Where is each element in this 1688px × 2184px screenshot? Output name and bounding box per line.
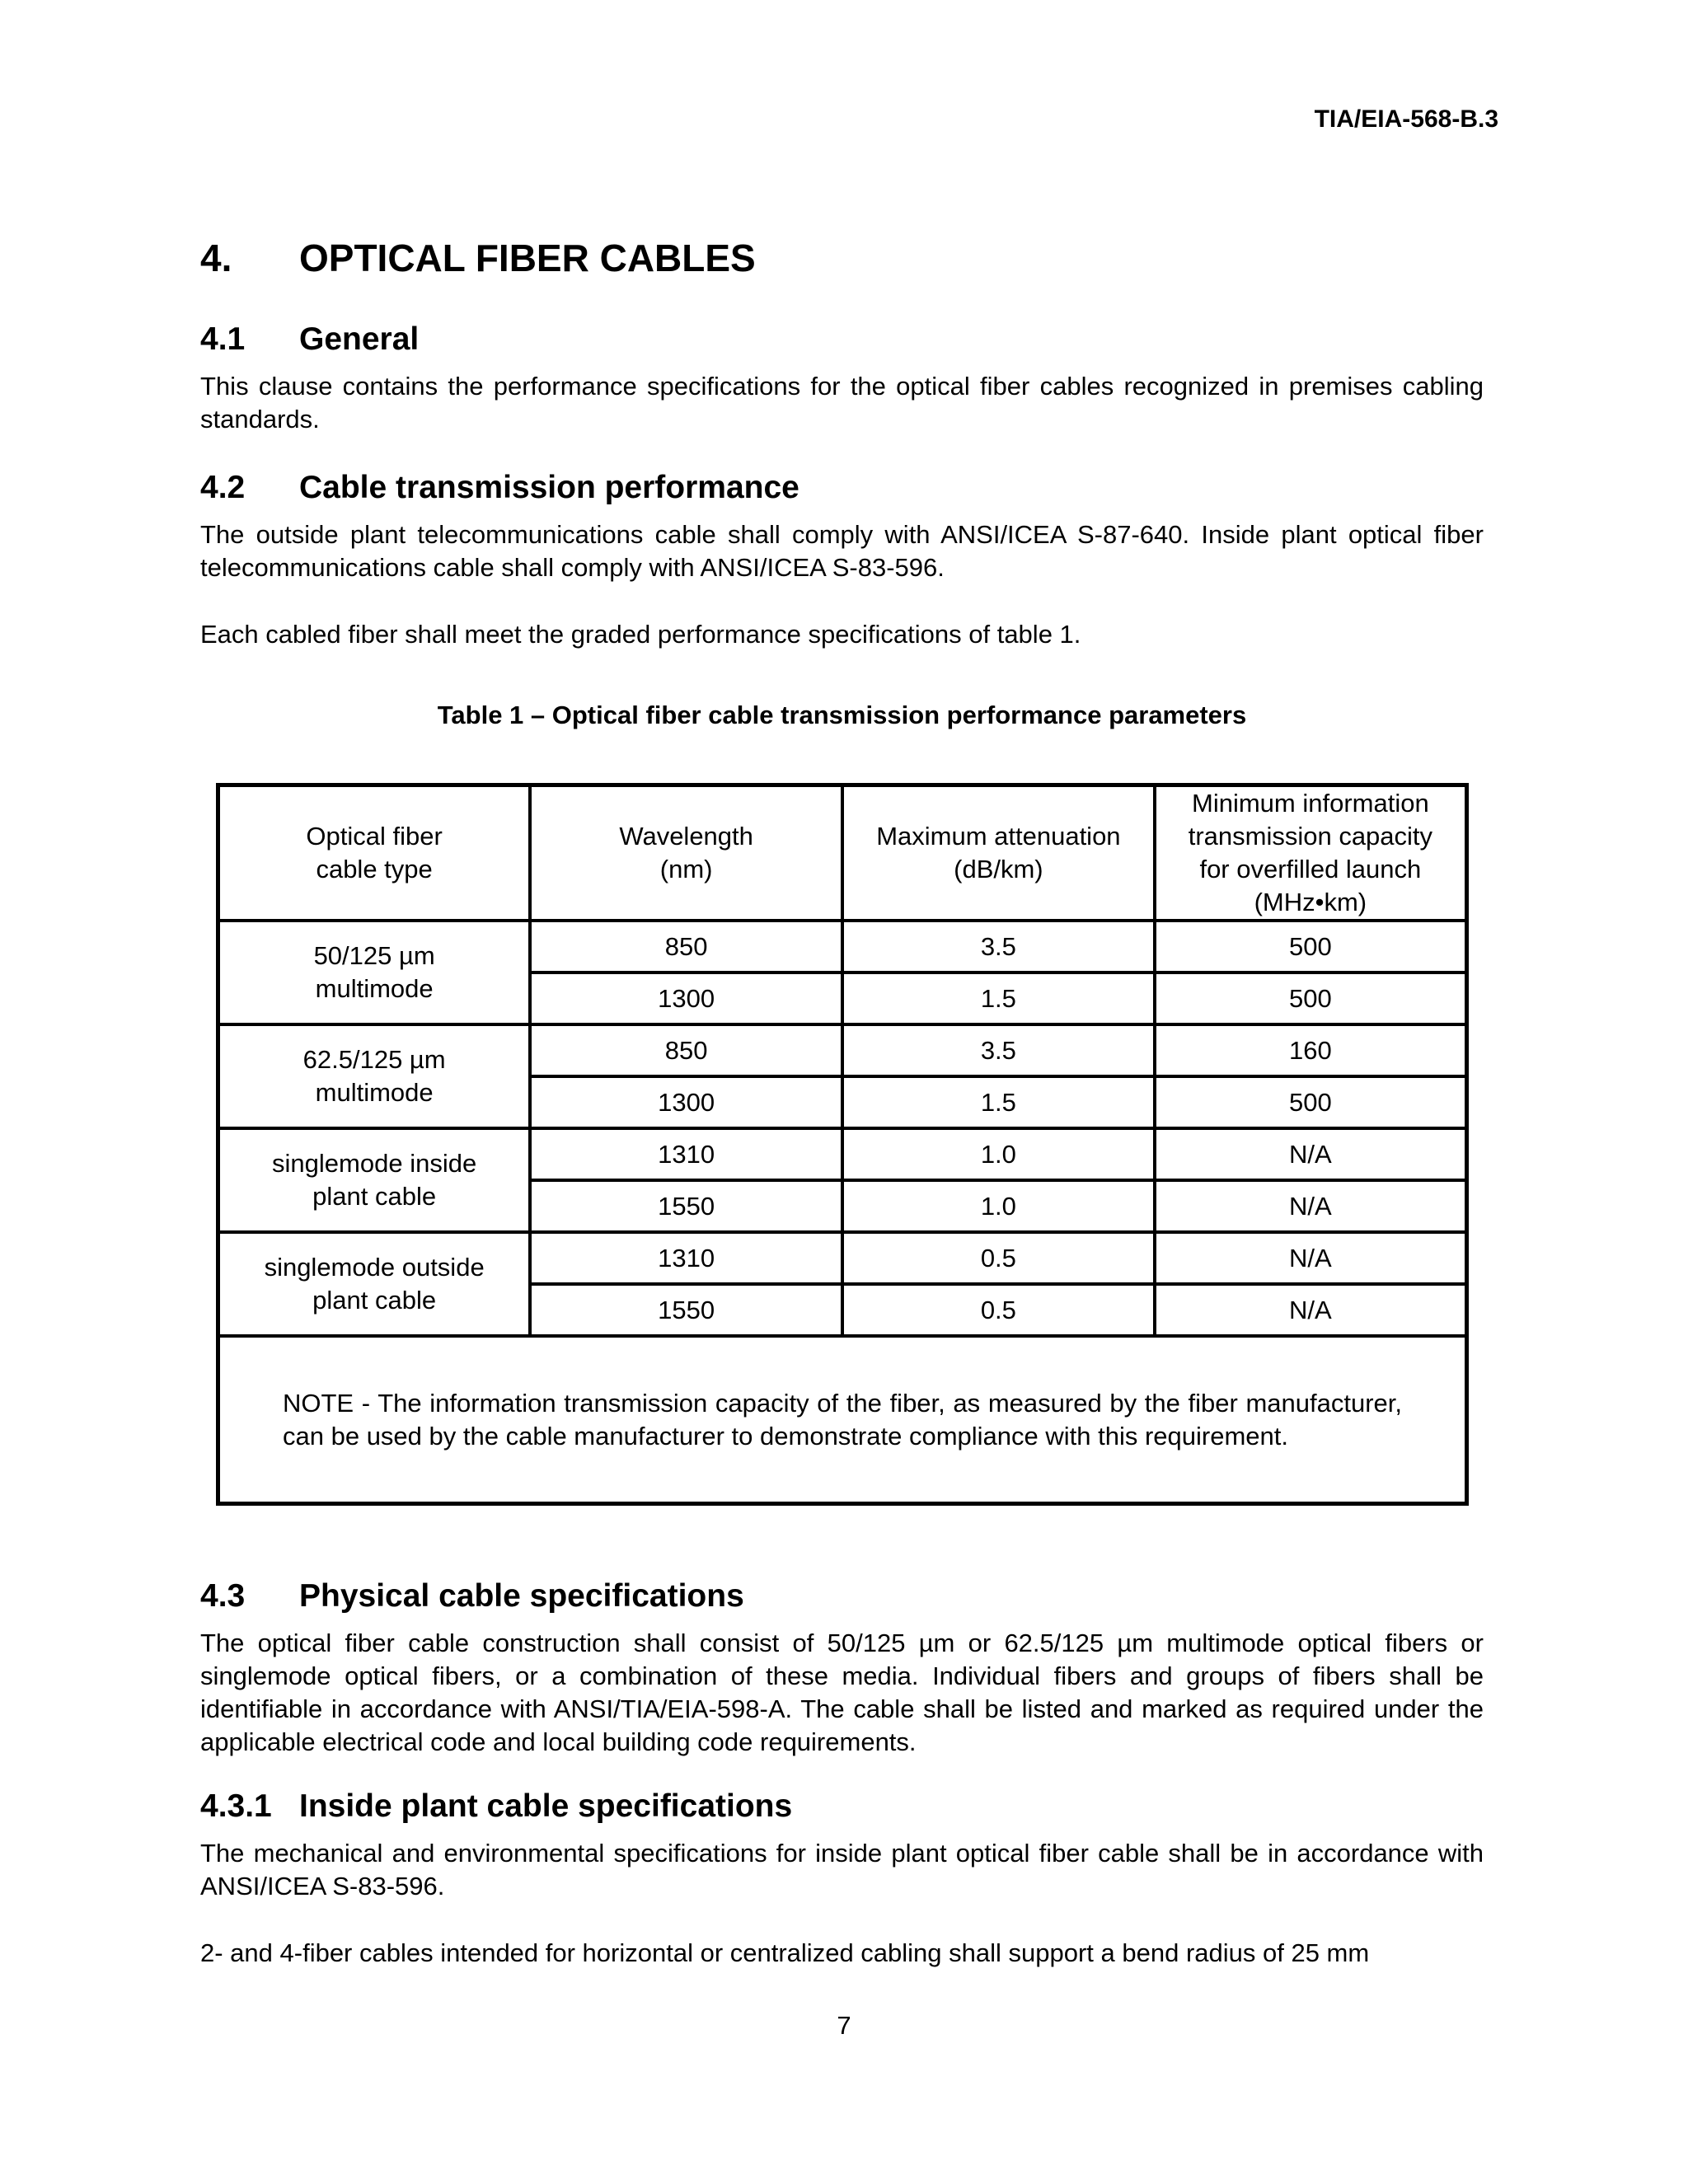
attenuation-cell: 1.0 [842,1180,1155,1232]
attenuation-cell: 1.0 [842,1128,1155,1180]
section-4-3-1-heading [200,1788,792,1825]
table-row [218,1024,1467,1076]
section-4-2-number: 4.2 [200,470,246,505]
section-4-3-title: Physical cable specifications [299,1578,744,1614]
section-4-heading [200,236,756,280]
section-4-3-1-body-2: 2- and 4-fiber cables intended for horizontal or centralized cabling shall support a bend radius of 25 mm [200,1938,1370,1967]
table-note: NOTE - The information transmission capacity of the fiber, as measured by the fiber manufacturer, can be used by the cable manufacturer to demonstrate compliance with this requirement. [218,1336,1467,1504]
cable-type-cell: 50/125 µm multimode [218,921,531,1024]
attenuation-cell: 0.5 [842,1284,1155,1336]
attenuation-cell: 1.5 [842,1076,1155,1128]
section-4-2-body-2: Each cabled fiber shall meet the graded performance specifications of table 1. [200,620,1081,649]
table-note-row [218,1336,1467,1504]
wavelength-cell: 1310 [530,1232,842,1284]
section-4-3-body: The optical fiber cable construction shall consist of 50/125 µm or 62.5/125 µm multimode optical fibers or singlemode optical fibers, or a combination of these media. Individual fibers and groups of fibers shall be identifiable in accordance with ANSI/TIA/EIA-598-A. The cable shall be listed and marked as required under the applicable electrical code and local building code requirements. [200,1629,1484,1756]
page-number: 7 [837,2011,851,2040]
capacity-cell: N/A [1155,1284,1467,1336]
section-4-1-heading [200,321,419,358]
section-4-2-body-1: The outside plant telecommunications cable shall comply with ANSI/ICEA S-87-640. Inside plant optical fiber telecommunications cable shall comply with ANSI/ICEA S-83-596. [200,520,1484,582]
header-attenuation: Maximum attenuation (dB/km) [842,785,1155,921]
capacity-cell: 160 [1155,1024,1467,1076]
wavelength-cell: 1300 [530,1076,842,1128]
table-row [218,1128,1467,1180]
section-4-title: OPTICAL FIBER CABLES [299,237,756,279]
attenuation-cell: 3.5 [842,921,1155,972]
attenuation-cell: 0.5 [842,1232,1155,1284]
capacity-cell: N/A [1155,1232,1467,1284]
capacity-cell: 500 [1155,921,1467,972]
header-wavelength: Wavelength (nm) [530,785,842,921]
wavelength-cell: 850 [530,1024,842,1076]
header-capacity: Minimum information transmission capacity for overfilled launch (MHz•km) [1155,785,1467,921]
attenuation-cell: 1.5 [842,972,1155,1024]
header-cable-type: Optical fiber cable type [218,785,531,921]
capacity-cell: 500 [1155,972,1467,1024]
capacity-cell: N/A [1155,1128,1467,1180]
cable-type-cell: singlemode inside plant cable [218,1128,531,1232]
section-4-2-heading [200,470,799,506]
wavelength-cell: 1550 [530,1180,842,1232]
wavelength-cell: 850 [530,921,842,972]
section-4-1-title: General [299,321,420,357]
table-row [218,921,1467,972]
section-4-3-1-number: 4.3.1 [200,1788,272,1824]
table-row [218,1232,1467,1284]
section-4-3-1-title: Inside plant cable specifications [299,1788,793,1824]
section-4-1-number: 4.1 [200,321,246,357]
document-id: TIA/EIA-568-B.3 [1314,105,1498,133]
capacity-cell: 500 [1155,1076,1467,1128]
section-4-number: 4. [200,237,232,279]
wavelength-cell: 1550 [530,1284,842,1336]
wavelength-cell: 1300 [530,972,842,1024]
attenuation-cell: 3.5 [842,1024,1155,1076]
cable-type-cell: 62.5/125 µm multimode [218,1024,531,1128]
section-4-1-body: This clause contains the performance specifications for the optical fiber cables recognized in premises cabling standards. [200,372,1484,434]
section-4-3-heading [200,1578,744,1615]
table-1-caption: Table 1 – Optical fiber cable transmission performance parameters [437,701,1247,729]
section-4-2-title: Cable transmission performance [299,470,799,505]
table-1 [216,783,1469,1506]
section-4-3-1-body-1: The mechanical and environmental specifications for inside plant optical fiber cable shall be in accordance with ANSI/ICEA S-83-596. [200,1839,1484,1900]
wavelength-cell: 1310 [530,1128,842,1180]
cable-type-cell: singlemode outside plant cable [218,1232,531,1336]
section-4-3-number: 4.3 [200,1578,246,1614]
table-header-row [218,785,1467,921]
capacity-cell: N/A [1155,1180,1467,1232]
